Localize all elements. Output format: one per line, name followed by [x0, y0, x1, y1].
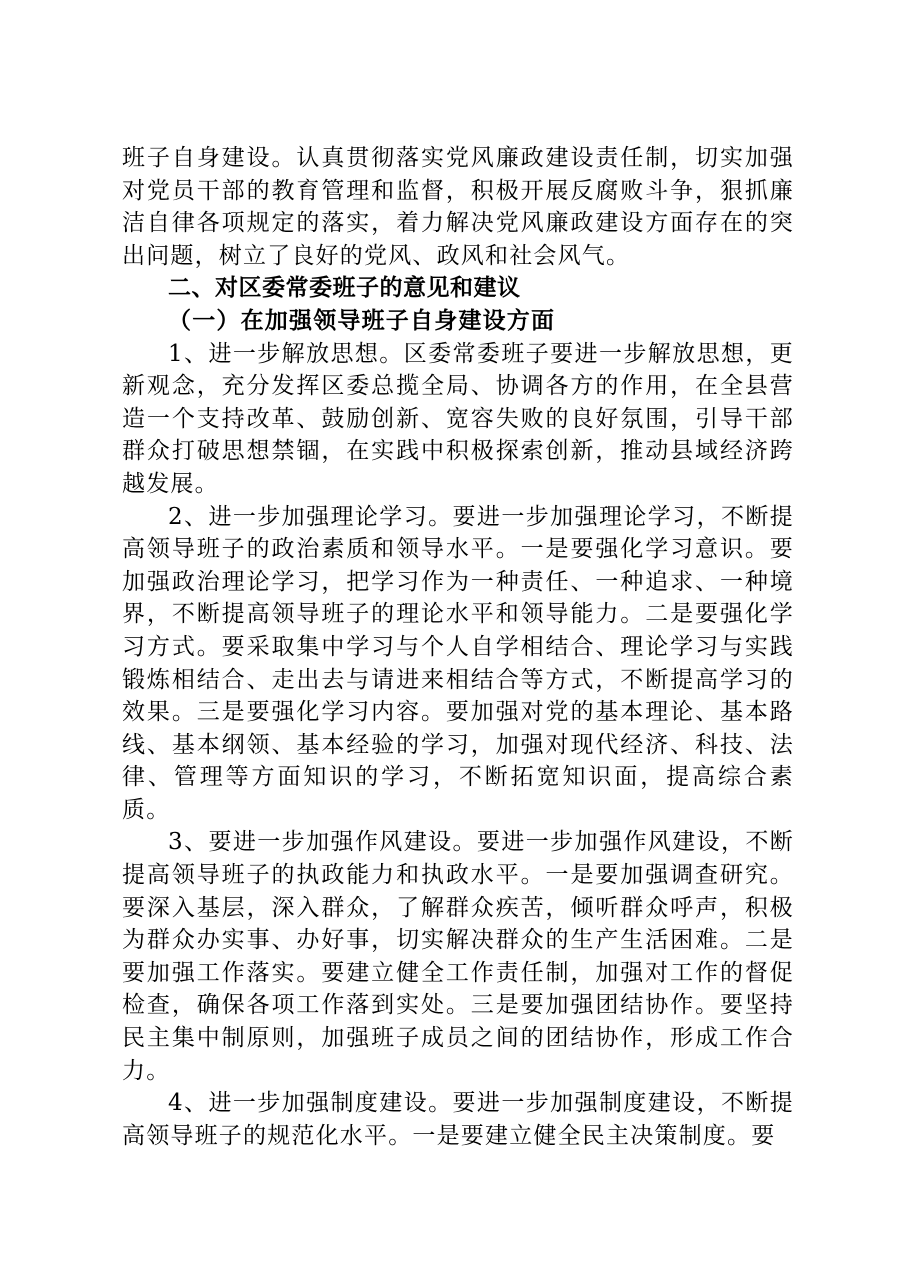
- paragraph-item-4: 4、进一步加强制度建设。要进一步加强制度建设，不断提高领导班子的规范化水平。一是要建立健全民主决策制度。要: [122, 1090, 794, 1149]
- paragraph-item-3: 3、要进一步加强作风建设。要进一步加强作风建设，不断提高领导班子的执政能力和执政水平。一是要加强调查研究。要深入基层，深入群众，了解群众疾苦，倾听群众呼声，积极为群众办实事、办好事，切实解决群众的生产生活困难。二是要加强工作落实。要建立健全工作责任制，加强对工作的督促检查，确保各项工作落到实处。三是要加强团结协作。要坚持民主集中制原则，加强班子成员之间的团结协作，形成工作合力。: [122, 829, 794, 1084]
- section-heading: 二、对区委常委班子的意见和建议: [168, 275, 521, 302]
- paragraph-item-1: 1、进一步解放思想。区委常委班子要进一步解放思想，更新观念，充分发挥区委总揽全局、协调各方的作用，在全县营造一个支持改革、鼓励创新、宽容失败的良好氛围，引导干部群众打破思想禁锢，在实践中积极探索创新，推动县域经济跨越发展。: [122, 340, 794, 497]
- subsection-heading: （一）在加强领导班子自身建设方面: [168, 306, 556, 334]
- paragraph-item-2: 2、进一步加强理论学习。要进一步加强理论学习，不断提高领导班子的政治素质和领导水平。一是要强化学习意识。要加强政治理论学习，把学习作为一种责任、一种追求、一种境界，不断提高领导班子的理论水平和领导能力。二是要强化学习方式。要采取集中学习与个人自学相结合、理论学习与实践锻炼相结合、走出去与请进来相结合等方式，不断提高学习的效果。三是要强化学习内容。要加强对党的基本理论、基本路线、基本纲领、基本经验的学习，加强对现代经济、科技、法律、管理等方面知识的学习，不断拓宽知识面，提高综合素质。: [122, 503, 794, 823]
- document-page: [122, 142, 794, 1152]
- paragraph-continuation: 班子自身建设。认真贯彻落实党风廉政建设责任制，切实加强对党员干部的教育管理和监督，积极开展反腐败斗争，狠抓廉洁自律各项规定的落实，着力解决党风廉政建设方面存在的突出问题，树立了良好的党风、政风和社会风气。: [122, 145, 794, 269]
